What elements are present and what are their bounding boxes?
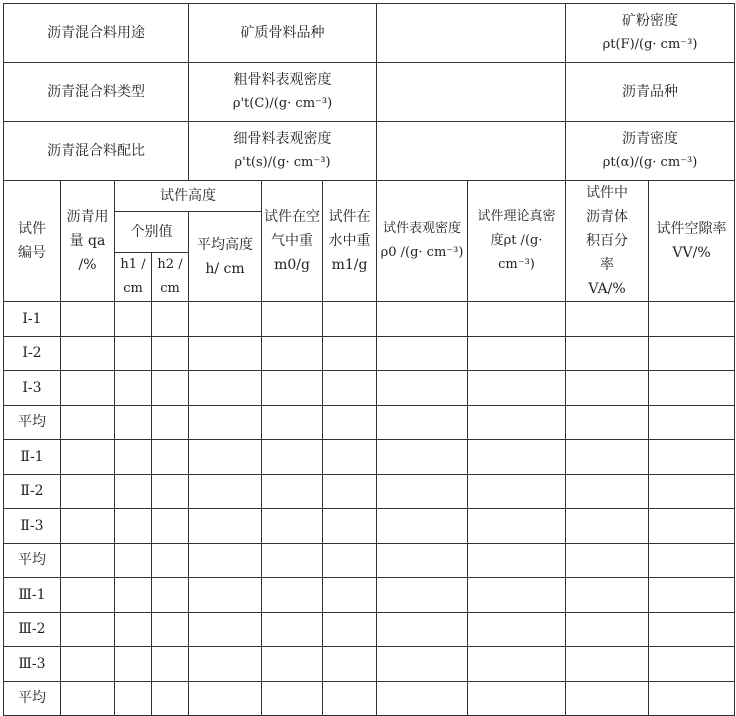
data-cell[interactable] xyxy=(115,612,152,647)
data-cell[interactable] xyxy=(377,578,468,613)
data-cell[interactable] xyxy=(468,405,566,440)
data-cell[interactable] xyxy=(61,440,115,475)
header-individual: 个别值 xyxy=(115,212,189,253)
data-cell[interactable] xyxy=(566,612,649,647)
specimen-id: Ⅲ-3 xyxy=(4,647,61,682)
data-cell[interactable] xyxy=(323,509,377,544)
header-va: 试件中沥青体积百分率 VA/% xyxy=(566,181,649,302)
data-cell[interactable] xyxy=(152,543,189,578)
data-cell[interactable] xyxy=(566,405,649,440)
specimen-id: Ⅲ-1 xyxy=(4,578,61,613)
data-cell[interactable] xyxy=(262,681,323,716)
data-cell[interactable] xyxy=(468,302,566,337)
data-cell[interactable] xyxy=(189,681,262,716)
info-right-sub: ρt(F)/(g· cm⁻³) xyxy=(602,37,698,52)
data-cell[interactable] xyxy=(262,509,323,544)
data-cell[interactable] xyxy=(115,509,152,544)
data-cell[interactable] xyxy=(61,336,115,371)
data-cell[interactable] xyxy=(468,509,566,544)
data-cell[interactable] xyxy=(649,681,735,716)
table-row xyxy=(4,336,735,371)
data-cell[interactable] xyxy=(61,543,115,578)
data-cell[interactable] xyxy=(649,578,735,613)
info-value-empty xyxy=(377,122,566,181)
data-cell[interactable] xyxy=(152,509,189,544)
data-cell[interactable] xyxy=(115,336,152,371)
table-row xyxy=(4,578,735,613)
data-cell[interactable] xyxy=(189,336,262,371)
asphalt-mix-test-table xyxy=(3,3,735,716)
data-cell[interactable] xyxy=(377,336,468,371)
header-h1: h1 / cm xyxy=(115,253,152,302)
data-cell[interactable] xyxy=(566,543,649,578)
specimen-id: Ⅰ-3 xyxy=(4,371,61,406)
data-cell[interactable] xyxy=(152,578,189,613)
data-cell[interactable] xyxy=(468,543,566,578)
data-cell[interactable] xyxy=(468,647,566,682)
data-cell[interactable] xyxy=(649,440,735,475)
data-cell[interactable] xyxy=(61,405,115,440)
header-mass-water: 试件在水中重 m1/g xyxy=(323,181,377,302)
data-cell[interactable] xyxy=(566,440,649,475)
data-cell[interactable] xyxy=(189,509,262,544)
header-specimen-no: 试件编号 xyxy=(4,181,61,302)
info-middle-text: 粗骨料表观密度 xyxy=(233,72,332,88)
data-cell[interactable] xyxy=(323,543,377,578)
info-value-empty xyxy=(377,4,566,63)
info-row xyxy=(4,122,735,181)
data-cell[interactable] xyxy=(262,405,323,440)
data-cell[interactable] xyxy=(377,440,468,475)
data-cell[interactable] xyxy=(323,371,377,406)
data-cell[interactable] xyxy=(377,371,468,406)
table-row xyxy=(4,371,735,406)
data-cell[interactable] xyxy=(649,302,735,337)
table-row xyxy=(4,474,735,509)
table-row xyxy=(4,543,735,578)
info-label xyxy=(4,122,189,181)
data-cell[interactable] xyxy=(115,543,152,578)
header-mass-air: 试件在空气中重 m0/g xyxy=(262,181,323,302)
data-cell[interactable] xyxy=(189,405,262,440)
data-cell[interactable] xyxy=(377,543,468,578)
data-cell[interactable] xyxy=(323,405,377,440)
data-cell[interactable] xyxy=(566,578,649,613)
info-label xyxy=(4,63,189,122)
data-cell[interactable] xyxy=(323,681,377,716)
data-cell[interactable] xyxy=(323,336,377,371)
data-cell[interactable] xyxy=(152,474,189,509)
data-cell[interactable] xyxy=(262,612,323,647)
info-right-text: 矿粉密度 xyxy=(622,13,679,29)
data-cell[interactable] xyxy=(566,474,649,509)
info-right-text: 沥青密度 xyxy=(622,131,679,147)
info-row xyxy=(4,4,735,63)
data-cell[interactable] xyxy=(566,336,649,371)
data-cell[interactable] xyxy=(649,509,735,544)
data-cell[interactable] xyxy=(115,302,152,337)
info-right-label xyxy=(566,122,735,181)
data-cell[interactable] xyxy=(189,371,262,406)
data-cell[interactable] xyxy=(61,647,115,682)
data-cell[interactable] xyxy=(61,612,115,647)
data-cell[interactable] xyxy=(262,336,323,371)
info-label xyxy=(4,4,189,63)
info-middle-sub: ρ't(C)/(g· cm⁻³) xyxy=(232,96,333,111)
data-cell[interactable] xyxy=(566,371,649,406)
info-row xyxy=(4,63,735,122)
data-cell[interactable] xyxy=(323,578,377,613)
data-cell[interactable] xyxy=(189,647,262,682)
data-cell[interactable] xyxy=(566,302,649,337)
data-cell[interactable] xyxy=(468,578,566,613)
info-middle-sub: ρ't(s)/(g· cm⁻³) xyxy=(234,155,331,170)
header-bulk-density: 试件表观密度ρ0 /(g· cm⁻³) xyxy=(377,181,468,302)
data-cell[interactable] xyxy=(61,371,115,406)
header-h2: h2 / cm xyxy=(152,253,189,302)
data-cell[interactable] xyxy=(61,681,115,716)
data-cell[interactable] xyxy=(115,681,152,716)
specimen-id: Ⅱ-3 xyxy=(4,509,61,544)
info-middle-label xyxy=(189,63,377,122)
data-cell[interactable] xyxy=(377,509,468,544)
data-cell[interactable] xyxy=(468,440,566,475)
data-cell[interactable] xyxy=(152,647,189,682)
info-label-text: 沥青混合料类型 xyxy=(47,84,145,100)
info-middle-label xyxy=(189,122,377,181)
data-cell[interactable] xyxy=(377,647,468,682)
data-cell[interactable] xyxy=(115,647,152,682)
data-cell[interactable] xyxy=(468,336,566,371)
specimen-id: 平均 xyxy=(4,405,61,440)
header-asphalt-content: 沥青用量 qa /% xyxy=(61,181,115,302)
info-middle-text: 细骨料表观密度 xyxy=(233,131,332,147)
data-cell[interactable] xyxy=(323,474,377,509)
table-row xyxy=(4,440,735,475)
data-cell[interactable] xyxy=(61,578,115,613)
data-cell[interactable] xyxy=(262,578,323,613)
data-cell[interactable] xyxy=(468,612,566,647)
table-row xyxy=(4,681,735,716)
info-middle-text: 矿质骨料品种 xyxy=(240,25,325,41)
data-cell[interactable] xyxy=(649,371,735,406)
table-row xyxy=(4,405,735,440)
data-cell[interactable] xyxy=(115,578,152,613)
specimen-id: Ⅱ-1 xyxy=(4,440,61,475)
data-cell[interactable] xyxy=(649,405,735,440)
data-cell[interactable] xyxy=(189,302,262,337)
info-right-label xyxy=(566,4,735,63)
info-right-label xyxy=(566,63,735,122)
data-cell[interactable] xyxy=(262,440,323,475)
specimen-id: Ⅱ-2 xyxy=(4,474,61,509)
specimen-id: 平均 xyxy=(4,681,61,716)
data-cell[interactable] xyxy=(61,474,115,509)
table-row xyxy=(4,302,735,337)
data-cell[interactable] xyxy=(566,509,649,544)
data-cell[interactable] xyxy=(649,647,735,682)
info-right-sub: ρt(α)/(g· cm⁻³) xyxy=(602,155,698,170)
data-cell[interactable] xyxy=(377,681,468,716)
table-row xyxy=(4,612,735,647)
data-cell[interactable] xyxy=(262,647,323,682)
data-cell[interactable] xyxy=(61,509,115,544)
data-cell[interactable] xyxy=(377,302,468,337)
data-cell[interactable] xyxy=(566,681,649,716)
data-cell[interactable] xyxy=(189,440,262,475)
data-cell[interactable] xyxy=(115,405,152,440)
data-cell[interactable] xyxy=(468,371,566,406)
data-cell[interactable] xyxy=(649,612,735,647)
header-avg-height: 平均高度 h/ cm xyxy=(189,212,262,302)
data-cell[interactable] xyxy=(468,681,566,716)
data-cell[interactable] xyxy=(152,612,189,647)
data-cell[interactable] xyxy=(189,543,262,578)
data-cell[interactable] xyxy=(152,371,189,406)
table-row xyxy=(4,647,735,682)
table-row xyxy=(4,509,735,544)
info-value-empty xyxy=(377,63,566,122)
data-cell[interactable] xyxy=(377,474,468,509)
data-cell[interactable] xyxy=(152,302,189,337)
data-cell[interactable] xyxy=(152,405,189,440)
data-cell[interactable] xyxy=(115,440,152,475)
data-cell[interactable] xyxy=(262,474,323,509)
header-theoretical-density: 试件理论真密度ρt /(g· cm⁻³) xyxy=(468,181,566,302)
data-cell[interactable] xyxy=(189,474,262,509)
specimen-id: Ⅰ-1 xyxy=(4,302,61,337)
data-cell[interactable] xyxy=(323,440,377,475)
data-cell[interactable] xyxy=(649,474,735,509)
specimen-id: Ⅰ-2 xyxy=(4,336,61,371)
data-cell[interactable] xyxy=(323,302,377,337)
header-vv: 试件空隙率 VV/% xyxy=(649,181,735,302)
data-cell[interactable] xyxy=(323,647,377,682)
data-cell[interactable] xyxy=(262,302,323,337)
info-middle-label xyxy=(189,4,377,63)
info-label-text: 沥青混合料配比 xyxy=(47,143,145,159)
data-cell[interactable] xyxy=(189,612,262,647)
data-cell[interactable] xyxy=(262,371,323,406)
data-cell[interactable] xyxy=(61,302,115,337)
data-cell[interactable] xyxy=(649,336,735,371)
data-cell[interactable] xyxy=(377,612,468,647)
data-cell[interactable] xyxy=(189,578,262,613)
info-label-text: 沥青混合料用途 xyxy=(47,25,145,41)
data-cell[interactable] xyxy=(115,371,152,406)
data-cell[interactable] xyxy=(115,474,152,509)
specimen-id: Ⅲ-2 xyxy=(4,612,61,647)
data-cell[interactable] xyxy=(152,336,189,371)
data-cell[interactable] xyxy=(566,647,649,682)
specimen-id: 平均 xyxy=(4,543,61,578)
data-cell[interactable] xyxy=(152,440,189,475)
data-cell[interactable] xyxy=(468,474,566,509)
data-cell[interactable] xyxy=(649,543,735,578)
info-right-text: 沥青品种 xyxy=(622,84,679,100)
data-cell[interactable] xyxy=(377,405,468,440)
data-cell[interactable] xyxy=(152,681,189,716)
data-cell[interactable] xyxy=(262,543,323,578)
header-height-group: 试件高度 xyxy=(115,181,262,212)
data-cell[interactable] xyxy=(323,612,377,647)
